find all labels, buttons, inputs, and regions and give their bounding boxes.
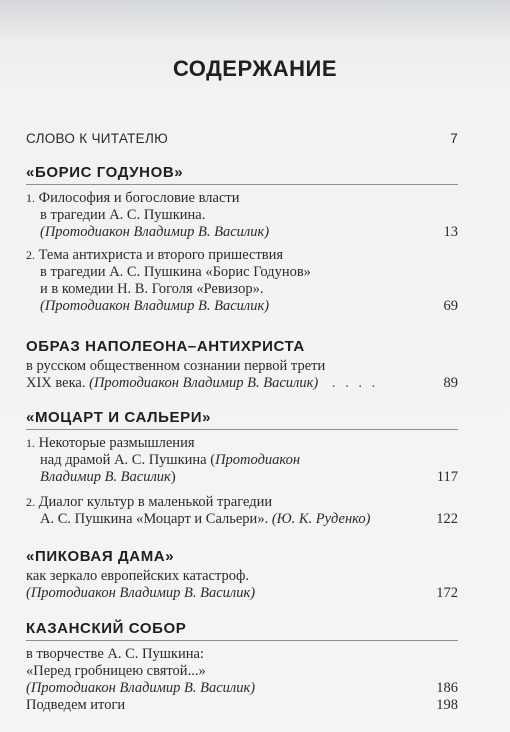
entry-number: 2. xyxy=(26,248,35,262)
entry-line: и в комедии Н. В. Гоголя «Ревизор». xyxy=(40,281,264,297)
entry-line xyxy=(26,452,458,469)
entry-line: Некоторые размышления xyxy=(38,435,195,451)
entry-line-text: над драмой А. С. Пушкина ( xyxy=(40,452,216,468)
entry-author-line xyxy=(26,680,458,697)
toc-page-number: 7 xyxy=(450,131,458,146)
entry-line: «Перед гробницею святой...» xyxy=(26,663,206,679)
entry-line: Диалог культур в маленькой трагедии xyxy=(38,494,273,510)
leader-dots: . . . . xyxy=(331,375,379,391)
entry-line: как зеркало европейских катастроф. xyxy=(26,568,250,584)
toc-page-number: 172 xyxy=(436,585,458,601)
entry-number: 1. xyxy=(26,191,35,205)
section-divider xyxy=(26,640,458,641)
section-heading-mozart: «МОЦАРТ И САЛЬЕРИ» xyxy=(26,409,212,426)
entry-author: Протодиакон xyxy=(215,452,301,468)
entry-author: (Протодиакон Владимир В. Василик) xyxy=(40,298,270,314)
entry-author-line xyxy=(26,375,458,392)
toc-entry-kazan[interactable] xyxy=(26,646,458,697)
toc-entry-boris-2[interactable] xyxy=(26,247,458,315)
entry-line: Философия и богословие власти xyxy=(38,190,240,206)
entry-line-text: ) xyxy=(170,469,176,485)
toc-entry-mozart-2[interactable] xyxy=(26,494,458,528)
entry-line: Тема антихриста и второго пришествия xyxy=(38,247,284,263)
entry-author-line xyxy=(26,298,458,315)
entry-author: (Протодиакон Владимир В. Василик) xyxy=(26,680,256,696)
toc-page-number: 13 xyxy=(443,224,458,240)
toc-entry-preface[interactable] xyxy=(26,130,458,147)
toc-entry-queen[interactable] xyxy=(26,568,458,602)
toc-entry-label: СЛОВО К ЧИТАТЕЛЮ xyxy=(26,131,169,146)
toc-entry-label: Подведем итоги xyxy=(26,697,126,713)
entry-author-line xyxy=(26,511,458,528)
section-divider xyxy=(26,184,458,185)
entry-number: 2. xyxy=(26,495,35,509)
toc-page-number: 198 xyxy=(436,697,458,713)
entry-author: Владимир В. Василик xyxy=(40,469,171,485)
entry-author: (Протодиакон Владимир В. Василик) xyxy=(89,375,319,391)
section-heading-queen: «ПИКОВАЯ ДАМА» xyxy=(26,548,175,565)
entry-author: (Ю. К. Руденко) xyxy=(271,511,371,527)
section-heading-napoleon: ОБРАЗ НАПОЛЕОНА–АНТИХРИСТА xyxy=(26,338,305,355)
entry-line: в трагедии А. С. Пушкина «Борис Годунов» xyxy=(40,264,311,280)
entry-line: А. С. Пушкина «Моцарт и Сальери». xyxy=(40,511,269,527)
section-divider xyxy=(26,429,458,430)
toc-entry-summary[interactable] xyxy=(26,697,458,714)
toc-page-number: 122 xyxy=(436,511,458,527)
entry-author-line xyxy=(26,224,458,241)
entry-line: в трагедии А. С. Пушкина. xyxy=(40,207,206,223)
toc-page-number: 69 xyxy=(443,298,458,314)
section-heading-kazan: КАЗАНСКИЙ СОБОР xyxy=(26,620,187,637)
entry-line: в русском общественном сознании первой трети xyxy=(26,358,326,374)
entry-author-line xyxy=(26,585,458,602)
entry-line: XIX века. xyxy=(26,375,86,391)
toc-entry-boris-1[interactable] xyxy=(26,190,458,241)
section-heading-boris: «БОРИС ГОДУНОВ» xyxy=(26,164,184,181)
entry-number: 1. xyxy=(26,436,35,450)
toc-entry-napoleon[interactable] xyxy=(26,358,458,392)
entry-author-line xyxy=(26,469,458,486)
page-title: СОДЕРЖАНИЕ xyxy=(172,56,338,81)
entry-line: в творчестве А. С. Пушкина: xyxy=(26,646,204,662)
toc-page-number: 117 xyxy=(436,469,458,485)
entry-author: (Протодиакон Владимир В. Василик) xyxy=(26,585,256,601)
toc-page-number: 89 xyxy=(443,375,458,391)
page-top-shadow xyxy=(0,0,510,40)
entry-author: (Протодиакон Владимир В. Василик) xyxy=(40,224,270,240)
toc-entry-mozart-1[interactable] xyxy=(26,435,458,486)
toc-page-number: 186 xyxy=(436,680,458,696)
